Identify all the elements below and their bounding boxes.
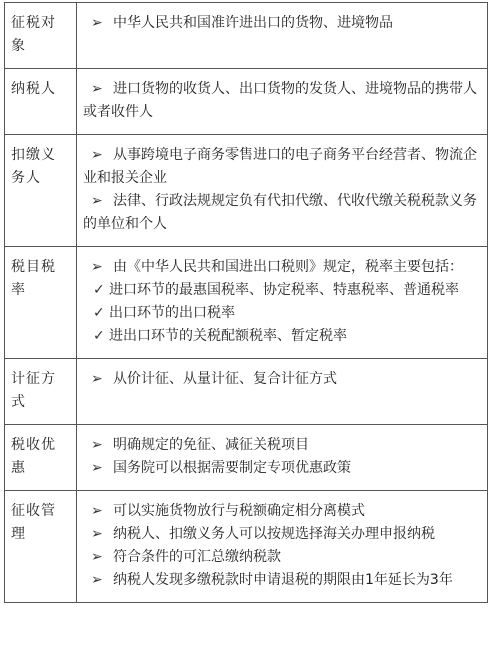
item-text: 由《中华人民共和国进出口税则》规定，税率主要包括： bbox=[113, 259, 463, 275]
bullet-list-item bbox=[83, 256, 481, 279]
row-label: 征税对象 bbox=[5, 3, 77, 69]
item-text: 出口环节的出口税率 bbox=[109, 305, 235, 321]
bullet-list-item bbox=[83, 457, 481, 480]
arrow-bullet-icon: ➢ bbox=[91, 81, 103, 97]
bullet-list-item bbox=[83, 12, 481, 35]
row-content bbox=[77, 491, 488, 603]
arrow-bullet-icon: ➢ bbox=[91, 259, 103, 275]
row-content bbox=[77, 359, 488, 425]
tariff-table bbox=[4, 2, 488, 603]
row-label: 税收优惠 bbox=[5, 425, 77, 491]
table-row bbox=[5, 3, 488, 69]
item-text: 从事跨境电子商务零售进口的电子商务平台经营者、物流企业和报关企业 bbox=[83, 147, 477, 186]
row-label: 纳税人 bbox=[5, 69, 77, 135]
item-text: 从价计征、从量计征、复合计征方式 bbox=[113, 371, 337, 387]
table-body bbox=[5, 3, 488, 603]
row-content bbox=[77, 3, 488, 69]
item-text: 法律、行政法规规定负有代扣代缴、代收代缴关税税款义务的单位和个人 bbox=[83, 193, 477, 232]
check-list-item bbox=[83, 325, 481, 348]
arrow-bullet-icon: ➢ bbox=[91, 437, 103, 453]
row-label: 征收管理 bbox=[5, 491, 77, 603]
table-row bbox=[5, 425, 488, 491]
bullet-list-item bbox=[83, 78, 481, 124]
check-list-item bbox=[83, 302, 481, 325]
arrow-bullet-icon: ➢ bbox=[91, 549, 103, 565]
bullet-list-item bbox=[83, 500, 481, 523]
row-content bbox=[77, 135, 488, 247]
item-text: 纳税人发现多缴税款时申请退税的期限由1年延长为3年 bbox=[113, 572, 453, 588]
arrow-bullet-icon: ➢ bbox=[91, 526, 103, 542]
table-row bbox=[5, 491, 488, 603]
checkmark-icon: ✓ bbox=[93, 328, 105, 344]
table-row bbox=[5, 69, 488, 135]
row-label: 计征方式 bbox=[5, 359, 77, 425]
checkmark-icon: ✓ bbox=[93, 282, 105, 298]
arrow-bullet-icon: ➢ bbox=[91, 193, 103, 209]
bullet-list-item bbox=[83, 434, 481, 457]
check-list-item bbox=[83, 279, 481, 302]
bullet-list-item bbox=[83, 569, 481, 592]
table-row bbox=[5, 135, 488, 247]
row-content bbox=[77, 425, 488, 491]
arrow-bullet-icon: ➢ bbox=[91, 15, 103, 31]
item-text: 明确规定的免征、减征关税项目 bbox=[113, 437, 309, 453]
item-text: 中华人民共和国准许进出口的货物、进境物品 bbox=[113, 15, 393, 31]
row-content bbox=[77, 247, 488, 359]
item-text: 进出口环节的关税配额税率、暂定税率 bbox=[109, 328, 347, 344]
arrow-bullet-icon: ➢ bbox=[91, 460, 103, 476]
row-content bbox=[77, 69, 488, 135]
bullet-list-item bbox=[83, 523, 481, 546]
arrow-bullet-icon: ➢ bbox=[91, 503, 103, 519]
checkmark-icon: ✓ bbox=[93, 305, 105, 321]
item-text: 可以实施货物放行与税额确定相分离模式 bbox=[113, 503, 365, 519]
bullet-list-item bbox=[83, 144, 481, 190]
item-text: 进口环节的最惠国税率、协定税率、特惠税率、普通税率 bbox=[109, 282, 459, 298]
table-row bbox=[5, 247, 488, 359]
item-text: 符合条件的可汇总缴纳税款 bbox=[113, 549, 281, 565]
bullet-list-item bbox=[83, 368, 481, 391]
arrow-bullet-icon: ➢ bbox=[91, 147, 103, 163]
item-text: 国务院可以根据需要制定专项优惠政策 bbox=[113, 460, 351, 476]
item-text: 进口货物的收货人、出口货物的发货人、进境物品的携带人或者收件人 bbox=[83, 81, 477, 120]
arrow-bullet-icon: ➢ bbox=[91, 371, 103, 387]
row-label: 扣缴义务人 bbox=[5, 135, 77, 247]
arrow-bullet-icon: ➢ bbox=[91, 572, 103, 588]
bullet-list-item bbox=[83, 546, 481, 569]
bullet-list-item bbox=[83, 190, 481, 236]
table-row bbox=[5, 359, 488, 425]
item-text: 纳税人、扣缴义务人可以按规选择海关办理申报纳税 bbox=[113, 526, 435, 542]
row-label: 税目税率 bbox=[5, 247, 77, 359]
